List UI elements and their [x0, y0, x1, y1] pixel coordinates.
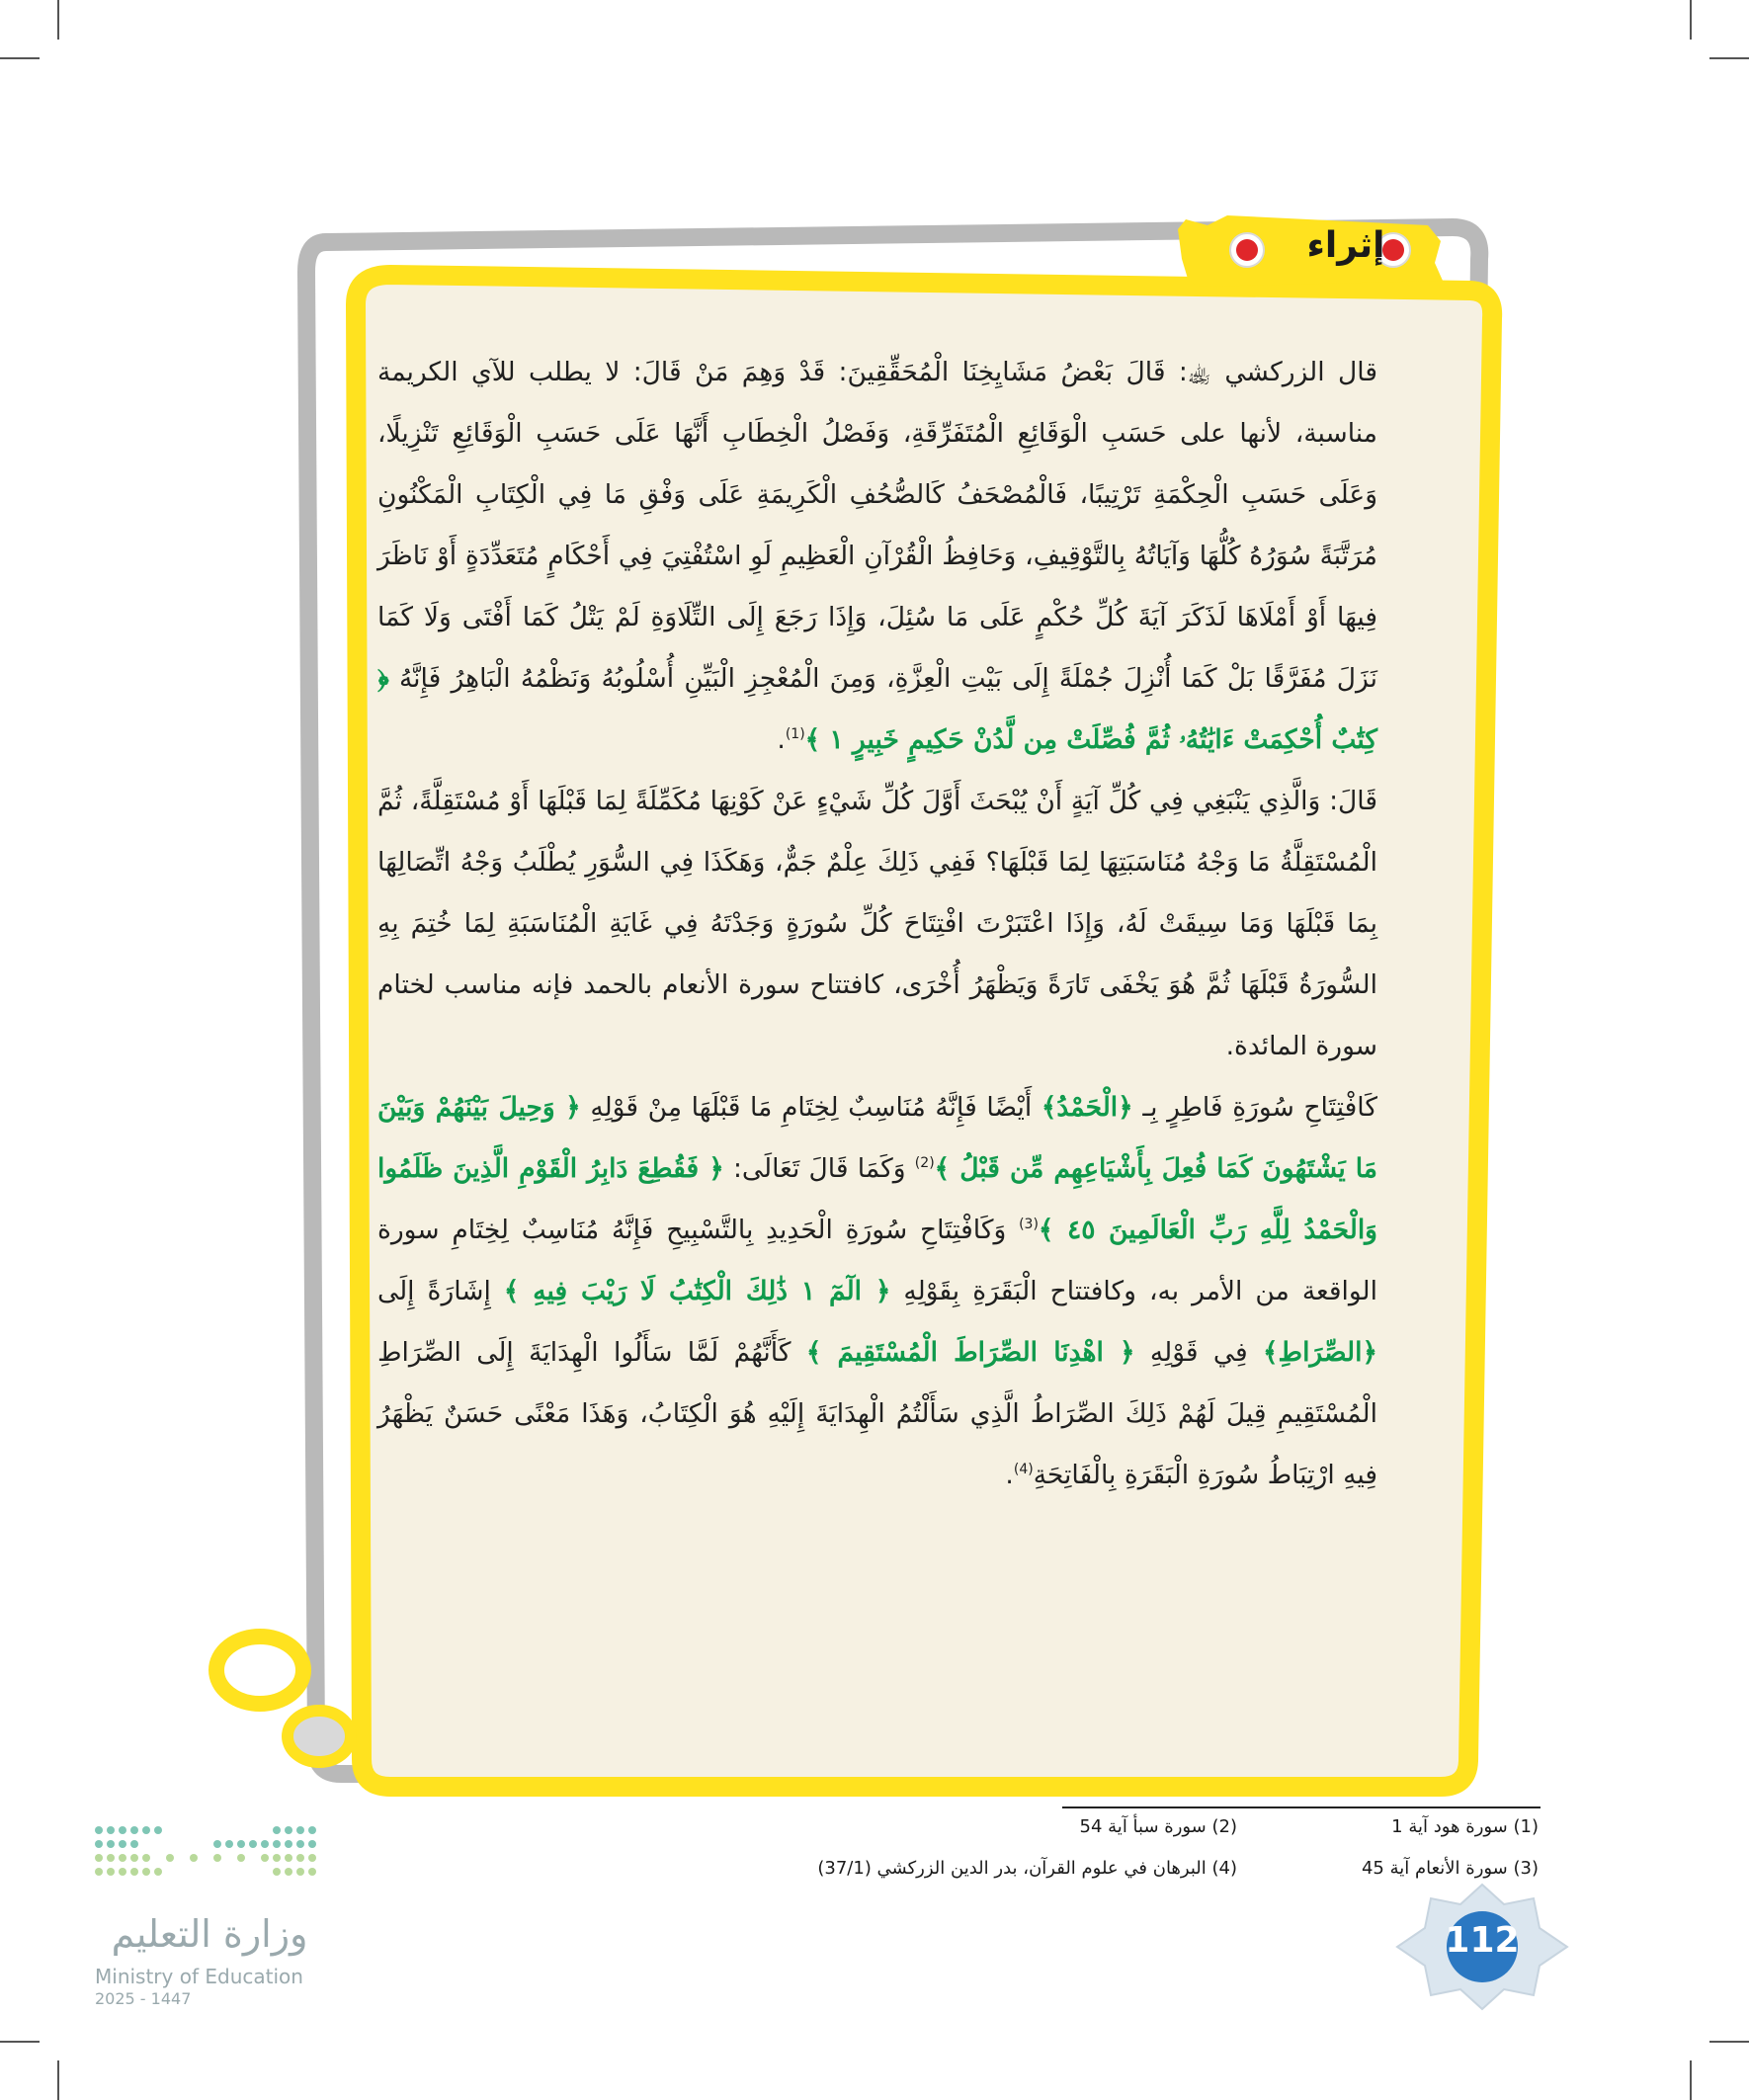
text-run: قَالَ بَعْضُ مَشَايِخِنَا الْمُحَقِّقِينَ: قَدْ وَهِمَ مَنْ قَالَ: لا يطلب للآي الكريمة مناسبة، لأنها على حَسَبِ الْوَقَائِعِ الْمُتَفَرِّقَةِ، وَفَصْلُ الْخِطَابِ أَنَّهَا عَلَى حَسَبِ الْوَقَائِعِ تَنْزِيلًا، وَعَلَى حَسَبِ الْحِكْمَةِ تَرْتِيبًا، فَالْمُصْحَفُ كَالصُّحُفِ الْكَرِيمَةِ عَلَى وَفْقِ مَا فِي الْكِتَابِ الْمَكْنُونِ مُرَتَّبَةً سُوَرُهُ كُلُّهَا وَآيَاتُهُ بِالتَّوْقِيفِ، وَحَافِظُ الْقُرْآنِ الْعَظِيمِ لَوِ اسْتُفْتِيَ فِي أَحْكَامٍ مُتَعَدِّدَةٍ أَوْ نَاظَرَ فِيهَا أَوْ أَمْلَاهَا لَذَكَرَ آيَةَ كُلِّ حُكْمٍ عَلَى مَا سُئِلَ، وَإِذَا رَجَعَ إِلَى التِّلَاوَةِ لَمْ يَتْلُ كَمَا أَفْتَى وَلَا كَمَا نَزَلَ مُفَرَّقًا بَلْ كَمَا أُنْزِلَ جُمْلَةً إِلَى بَيْتِ الْعِزَّةِ، وَمِنَ الْمُعْجِزِ الْبَيِّنِ أُسْلُوبُهُ وَنَظْمُهُ الْبَاهِرُ فَإِنَّهُ	[377, 357, 1377, 694]
quran-verse: ﴿ وَحِيلَ بَيْنَهُمْ وَبَيْنَ مَا يَشْتَهُونَ كَمَا فُعِلَ بِأَشْيَاعِهِم مِّن قَبْلُ ﴾	[377, 1092, 1377, 1184]
edition-year: 2025 - 1447	[95, 1989, 192, 2008]
footnote-separator	[1062, 1806, 1541, 1808]
quran-verse: ﴿ الٓمٓ ١ ذَٰلِكَ الْكِتَٰبُ لَا رَيْبَ فِيهِ ﴾	[503, 1276, 891, 1306]
footnote-2: (2) سورة سبأ آية 54	[1079, 1816, 1237, 1837]
badge-dot-left	[1230, 233, 1264, 267]
crop-mark	[1690, 2060, 1692, 2100]
bubble-large	[216, 1637, 303, 1704]
crop-mark	[1709, 2041, 1749, 2043]
footnote-ref: (4)	[1013, 1462, 1034, 1478]
page-number: 112	[1445, 1920, 1520, 1961]
quran-verse: ﴿ فَقُطِعَ دَابِرُ الْقَوْمِ الَّذِينَ ظَلَمُوا وَالْحَمْدُ لِلَّهِ رَبِّ الْعَالَمِينَ ٤٥ ﴾	[377, 1153, 1377, 1245]
footnote-4: (4) البرهان في علوم القرآن، بدر الدين الزركشي (37/1)	[817, 1858, 1237, 1879]
text-run: .	[1005, 1460, 1014, 1490]
quran-verse: ﴿الصِّرَاطِ﴾	[1263, 1337, 1377, 1368]
text-run: قَالَ: وَالَّذِي يَنْبَغِي فِي كُلِّ آيَةٍ أَنْ يُبْحَثَ أَوَّلَ كُلِّ شَيْءٍ عَنْ كَوْنِهَا مُكَمِّلَةً لِمَا قَبْلَهَا أَوْ مُسْتَقِلَّةً، ثُمَّ الْمُسْتَقِلَّةُ مَا وَجْهُ مُنَاسَبَتِهَا لِمَا قَبْلَهَا؟ فَفِي ذَلِكَ عِلْمٌ جَمٌّ، وَهَكَذَا فِي السُّوَرِ يُطْلَبُ وَجْهُ اتِّصَالِهَا بِمَا قَبْلَهَا وَمَا سِيقَتْ لَهُ، وَإِذَا اعْتَبَرْتَ افْتِتَاحَ كُلِّ سُورَةٍ وَجَدْتَهُ فِي غَايَةِ الْمُنَاسَبَةِ لِمَا خُتِمَ بِهِ السُّورَةُ قَبْلَهَا ثُمَّ هُوَ يَخْفَى تَارَةً وَيَظْهَرُ أُخْرَى، كافتتاح سورة الأنعام بالحمد فإنه مناسب لختام سورة المائدة.	[377, 786, 1377, 1061]
paragraph-2	[377, 771, 1377, 1077]
ministry-name-arabic: وزارة التعليم	[111, 1912, 308, 1956]
footnote-3: (3) سورة الأنعام آية 45	[1361, 1858, 1539, 1879]
section-title: إثراء	[1306, 225, 1385, 266]
paragraph-3	[377, 1077, 1377, 1506]
text-run: وَكَافْتِتَاحِ سُورَةِ الْحَدِيدِ بِالتَّسْبِيحِ فَإِنَّهُ مُنَاسِبٌ لِخِتَامِ سورة الواقعة من الأمر به، وكافتتاح الْبَقَرَةِ بِقَوْلِهِ	[377, 1215, 1377, 1306]
enrichment-body	[377, 342, 1377, 1506]
crop-mark	[0, 2041, 40, 2043]
text-run: أَيْضًا فَإِنَّهُ مُنَاسِبٌ لِخِتَامِ مَا قَبْلَهَا مِنْ قَوْلِهِ	[580, 1092, 1041, 1123]
footnote-ref: (2)	[914, 1155, 935, 1172]
text-run: كَافْتِتَاحِ سُورَةِ فَاطِرٍ بِـ	[1132, 1092, 1377, 1123]
text-run: إِشَارَةً إِلَى	[377, 1276, 504, 1306]
footnote-ref: (3)	[1019, 1217, 1039, 1233]
ministry-name-english: Ministry of Education	[95, 1965, 303, 1988]
text-run: وَكَمَا قَالَ تَعَالَى:	[723, 1153, 915, 1184]
bubble-small	[288, 1711, 351, 1762]
text-run: قال الزركشي ﵀:	[1165, 357, 1377, 387]
quran-verse: ﴿ كِتَٰبٌ أُحْكِمَتْ ءَايَٰتُهُۥ ثُمَّ فُصِّلَتْ مِن لَّدُنْ حَكِيمٍ خَبِيرٍ ١ ﴾	[377, 663, 1377, 755]
paragraph-1	[377, 342, 1377, 771]
text-run: .	[777, 724, 786, 755]
crop-mark	[57, 2060, 59, 2100]
quran-verse: ﴿ اهْدِنَا الصِّرَاطَ الْمُسْتَقِيمَ ﴾	[805, 1337, 1135, 1368]
footnote-ref: (1)	[785, 726, 805, 743]
text-run: كَأَنَّهُمْ لَمَّا سَأَلُوا الْهِدَايَةَ إِلَى الصِّرَاطِ الْمُسْتَقِيمِ قِيلَ لَهُمْ ذَلِكَ الصِّرَاطُ الَّذِي سَأَلْتُمُ الْهِدَايَةَ إِلَيْهِ هُوَ الْكِتَابُ، وَهَذَا مَعْنًى حَسَنٌ يَظْهَرُ فِيهِ ارْتِبَاطُ سُورَةِ الْبَقَرَةِ بِالْفَاتِحَةِ	[377, 1337, 1377, 1490]
quran-verse: ﴿الْحَمْدُ﴾	[1041, 1092, 1133, 1123]
text-run: فِي قَوْلِهِ	[1134, 1337, 1264, 1368]
footnote-1: (1) سورة هود آية 1	[1391, 1816, 1539, 1837]
